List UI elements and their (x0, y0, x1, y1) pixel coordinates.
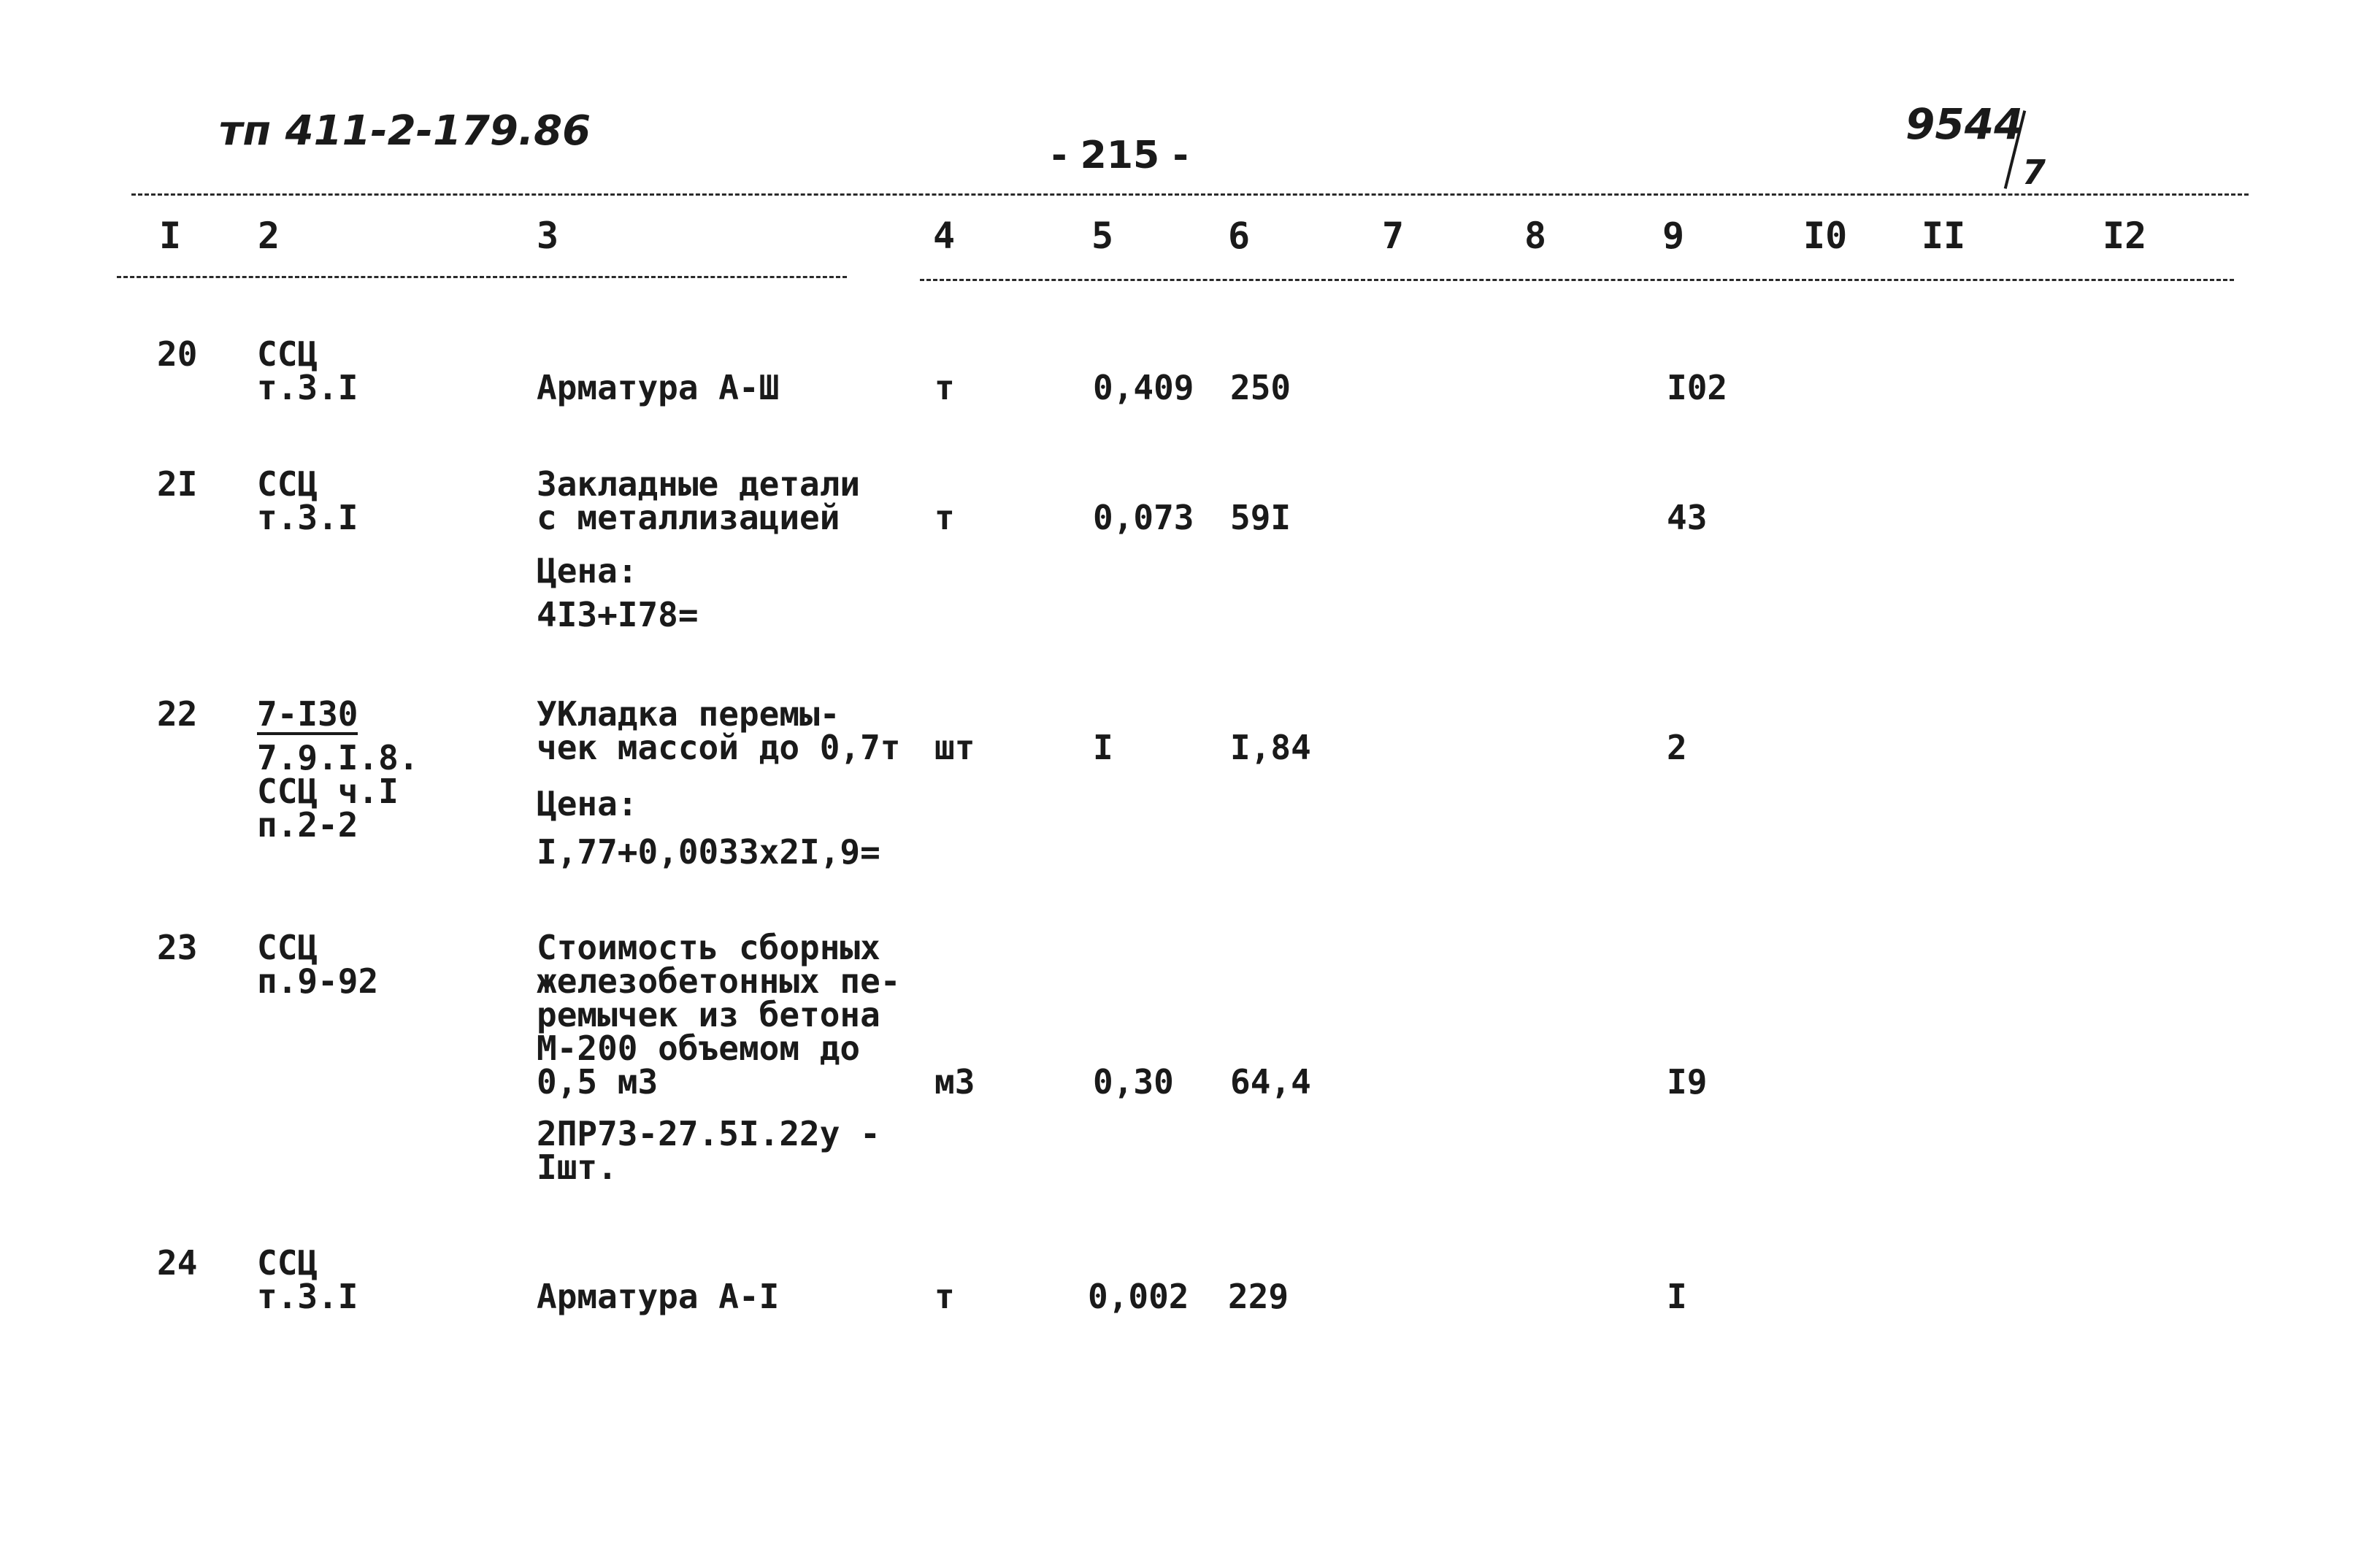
column-header-11: II (1922, 215, 1966, 257)
row-price: 64,4 (1230, 1062, 1311, 1102)
row-total: I9 (1667, 1062, 1708, 1102)
row-price: I,84 (1230, 728, 1311, 767)
row-total: I (1667, 1277, 1687, 1316)
row-quantity: 0,409 (1093, 368, 1194, 407)
row-number: 23 (157, 928, 198, 967)
row-price: 250 (1230, 368, 1291, 407)
column-header-3: 3 (537, 215, 559, 257)
row-number: 24 (157, 1243, 198, 1283)
row-description: Закладные детали с металлизацией (537, 464, 861, 537)
row-unit: шт (934, 728, 975, 767)
row-quantity: 0,073 (1093, 498, 1194, 537)
column-header-4: 4 (933, 215, 956, 257)
row-description: Арматура А-I (537, 1277, 780, 1316)
header-top-rule (131, 193, 2249, 196)
row-note: 2ПР73-27.5I.22у - Iшт. (537, 1114, 880, 1187)
column-header-5: 5 (1091, 215, 1114, 257)
row-unit: т (934, 1277, 955, 1316)
column-header-10: I0 (1803, 215, 1848, 257)
column-header-12: I2 (2103, 215, 2147, 257)
row-price: 229 (1228, 1277, 1289, 1316)
row-description: Арматура А-Ш (537, 368, 780, 407)
row-number: 2I (157, 464, 198, 504)
row-price-note: Цена: 4I3+I78= (537, 551, 699, 634)
header-bottom-rule-right (920, 279, 2234, 281)
row-unit: т (934, 498, 955, 537)
column-header-1: I (159, 215, 182, 257)
column-header-9: 9 (1662, 215, 1685, 257)
doc-code: тп 411-2-179.86 (219, 107, 591, 155)
row-quantity: I (1093, 728, 1113, 767)
row-unit: т (934, 368, 955, 407)
row-reference: 7.9.I.8. ССЦ ч.I п.2-2 (257, 738, 419, 845)
header-bottom-rule-left (117, 276, 847, 278)
row-price-note: Цена: I,77+0,0033х2I,9= (537, 784, 880, 872)
row-reference: ССЦ т.3.I (257, 334, 358, 407)
row-price: 59I (1230, 498, 1291, 537)
row-reference: ССЦ т.3.I (257, 464, 358, 537)
column-header-2: 2 (258, 215, 280, 257)
column-header-6: 6 (1228, 215, 1251, 257)
row-reference: ССЦ т.3.I (257, 1243, 358, 1316)
row-number: 20 (157, 334, 198, 374)
row-number: 22 (157, 694, 198, 734)
row-total: 2 (1667, 728, 1687, 767)
row-total: I02 (1667, 368, 1728, 407)
column-header-7: 7 (1382, 215, 1405, 257)
row-unit: м3 (934, 1062, 975, 1102)
row-total: 43 (1667, 498, 1708, 537)
sheet-code: 9544 (1905, 99, 2024, 149)
row-reference: ССЦ п.9-92 (257, 928, 379, 1001)
sheet-sub: 7 (2022, 153, 2046, 192)
column-header-8: 8 (1524, 215, 1547, 257)
row-reference-underlined: 7-I30 (257, 694, 358, 734)
row-quantity: 0,002 (1088, 1277, 1189, 1316)
row-quantity: 0,30 (1093, 1062, 1174, 1102)
row-description: Стоимость сборных железобетонных пе- ремычек из бетона М-200 объемом до 0,5 м3 (537, 928, 901, 1102)
row-description: УКладка перемы- чек массой до 0,7т (537, 694, 901, 767)
page-number: - 215 - (1051, 134, 1189, 177)
